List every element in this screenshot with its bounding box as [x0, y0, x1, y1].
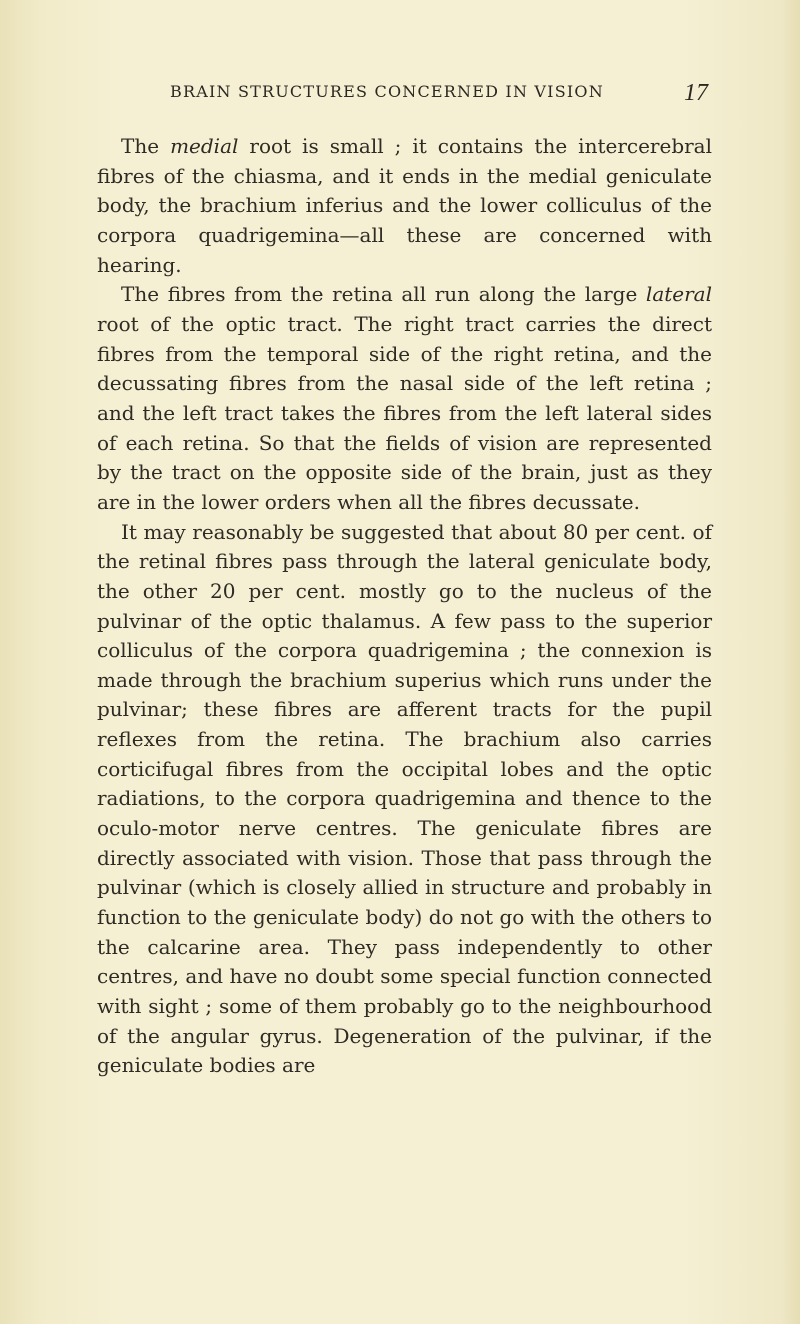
text-run: It may reasonably be suggested that about 80 per cent. of the retinal fibres pass through the lateral geniculate body, the other 20 per cent. mostly go to the nucleus of the pulvinar of the optic thalamus. A few pass to the superior colliculus of the corpora quadrigemina ; the connexion is made through the brachium superius which runs under the pulvinar; these fibres are afferent tracts for the pupil reflexes from the retina. The brachium also carries corticifugal fibres from the occipital lobes and the optic radiations, to the corpora quadrigemina and thence to the oculo-motor nerve centres. The geniculate fibres are directly associated with vision. Those that pass through the pulvinar (which is closely allied in structure and probably in function to the geniculate body) do not go with the others to the calcarine area. They pass independently to other centres, and have no doubt some special function connected with sight ; some of them probably go to the neighbourhood of the angular gyrus. Degeneration of the pulvinar, if the geniculate bodies are	[97, 519, 712, 1078]
italic-term: medial	[170, 134, 239, 158]
text-run: root of the optic tract. The right tract carries the direct fibres from the temporal side of the right retina, and the decussating fibres from the nasal side of the left retina ; and the left tract takes the fibres from the left lateral sides of each retina. So that the fields of vision are represented by the tract on the opposite side of the brain, just as they are in the lower orders when all the fibres decussate.	[97, 311, 712, 514]
running-head: BRAIN STRUCTURES CONCERNED IN VISION	[170, 82, 604, 101]
text-run: root is small ; it contains the intercerebral fibres of the chiasma, and it ends in the medial geniculate body, the brachium inferius and the lower colliculus of the corpora quadrigemina—all these are concerned with hearing.	[97, 134, 712, 277]
italic-term: lateral	[645, 282, 712, 307]
paragraph	[97, 518, 712, 1081]
text-run: The fibres from the retina all run along the large	[121, 282, 646, 307]
paragraph	[97, 132, 712, 280]
paragraph	[97, 280, 712, 517]
page-number: 17	[684, 80, 708, 106]
text-run: The	[121, 134, 171, 158]
body-text	[97, 132, 712, 1081]
